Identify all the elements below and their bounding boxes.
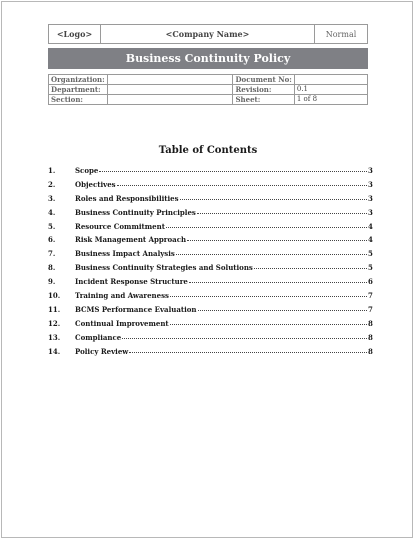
toc-entry-title[interactable]: Resource Commitment <box>75 221 165 231</box>
toc-heading: Table of Contents <box>158 145 258 156</box>
sheet-label: Sheet: <box>233 95 294 105</box>
toc-entry-number: 7. <box>48 249 56 259</box>
toc-entry-page: 7 <box>368 304 373 314</box>
revision-value: 0.1 <box>294 85 367 95</box>
toc-entry-title[interactable]: BCMS Performance Evaluation <box>75 304 197 314</box>
toc-entry-title[interactable]: Business Impact Analysis <box>75 249 175 259</box>
toc-entry-page: 6 <box>368 277 373 287</box>
toc-entry-page: 4 <box>368 235 373 245</box>
toc-entry-page: 8 <box>368 346 373 356</box>
toc-dot-leader <box>180 199 367 200</box>
toc-entry[interactable] <box>48 166 372 180</box>
toc-entry-title[interactable]: Compliance <box>75 332 122 342</box>
toc-entry-number: 10. <box>48 291 61 301</box>
toc-entry-title[interactable]: Training and Awareness <box>75 291 169 301</box>
organization-label: Organization: <box>49 75 108 85</box>
document-header <box>48 24 368 44</box>
toc-entry-number: 4. <box>48 207 56 217</box>
toc-dot-leader <box>129 352 367 353</box>
toc-entry[interactable] <box>48 277 372 291</box>
toc-entry[interactable] <box>48 263 372 277</box>
section-label: Section: <box>49 95 108 105</box>
toc-entry-title[interactable]: Business Continuity Strategies and Solutions <box>75 263 253 273</box>
toc-entry-page: 3 <box>368 207 373 217</box>
toc-entry[interactable] <box>48 180 372 194</box>
toc-dot-leader <box>198 310 367 311</box>
toc-entry-title[interactable]: Roles and Responsibilities <box>75 193 179 203</box>
toc-entry-number: 9. <box>48 277 56 287</box>
info-row-organization <box>49 75 368 85</box>
toc-entry-page: 3 <box>368 166 373 175</box>
toc-entry[interactable] <box>48 249 372 263</box>
toc-dot-leader <box>166 227 367 228</box>
section-value <box>107 95 233 105</box>
toc-entry-number: 13. <box>48 332 61 342</box>
document-no-value <box>294 75 367 85</box>
toc-dot-leader <box>170 324 367 325</box>
toc-entry-title[interactable]: Scope <box>75 166 99 175</box>
toc-entry[interactable] <box>48 208 372 222</box>
info-row-section <box>49 95 368 105</box>
toc-entry[interactable] <box>48 194 372 208</box>
toc-entry[interactable] <box>48 305 372 319</box>
toc-entry-title[interactable]: Incident Response Structure <box>75 277 188 287</box>
toc-entry-number: 8. <box>48 263 56 273</box>
toc-entry-number: 1. <box>48 166 56 175</box>
department-label: Department: <box>49 85 108 95</box>
revision-label: Revision: <box>233 85 294 95</box>
toc-entry-number: 5. <box>48 221 56 231</box>
toc-entry[interactable] <box>48 333 372 347</box>
table-of-contents <box>48 166 372 360</box>
toc-entry[interactable] <box>48 291 372 305</box>
toc-entry-page: 8 <box>368 318 373 328</box>
organization-value <box>107 75 233 85</box>
toc-entry[interactable] <box>48 222 372 236</box>
classification-status: Normal <box>325 29 357 39</box>
toc-entry-page: 5 <box>368 263 373 273</box>
toc-entry-page: 3 <box>368 193 373 203</box>
toc-entry-number: 3. <box>48 193 56 203</box>
document-info-table <box>48 74 368 105</box>
toc-entry-page: 8 <box>368 332 373 342</box>
toc-dot-leader <box>117 185 367 186</box>
toc-entry[interactable] <box>48 235 372 249</box>
toc-entry-title[interactable]: Continual Improvement <box>75 318 169 328</box>
toc-entry-number: 14. <box>48 346 61 356</box>
company-name: <Company Name> <box>101 25 315 43</box>
toc-dot-leader <box>170 296 367 297</box>
toc-entry-page: 5 <box>368 249 373 259</box>
logo-placeholder: <Logo> <box>49 25 101 43</box>
toc-entry-number: 6. <box>48 235 56 245</box>
toc-dot-leader <box>176 254 367 255</box>
toc-entry-title[interactable]: Policy Review <box>75 346 129 356</box>
toc-dot-leader <box>187 240 367 241</box>
toc-dot-leader <box>122 338 367 339</box>
department-value <box>107 85 233 95</box>
toc-dot-leader <box>189 282 367 283</box>
toc-entry-title[interactable]: Risk Management Approach <box>75 235 187 245</box>
sheet-value: 1 of 8 <box>294 95 367 105</box>
info-row-department <box>49 85 368 95</box>
toc-entry[interactable] <box>48 347 372 361</box>
toc-entry-number: 11. <box>48 304 61 314</box>
toc-entry-page: 3 <box>368 179 373 189</box>
toc-entry-title[interactable]: Business Continuity Principles <box>75 207 196 217</box>
toc-dot-leader <box>99 171 367 172</box>
toc-entry[interactable] <box>48 319 372 333</box>
document-title: Business Continuity Policy <box>48 48 368 69</box>
toc-dot-leader <box>254 268 367 269</box>
toc-entry-title[interactable]: Objectives <box>75 179 116 189</box>
toc-entry-page: 7 <box>368 291 373 301</box>
document-no-label: Document No: <box>233 75 294 85</box>
toc-dot-leader <box>197 213 367 214</box>
toc-entry-number: 12. <box>48 318 61 328</box>
toc-entry-page: 4 <box>368 221 373 231</box>
toc-entry-number: 2. <box>48 179 56 189</box>
